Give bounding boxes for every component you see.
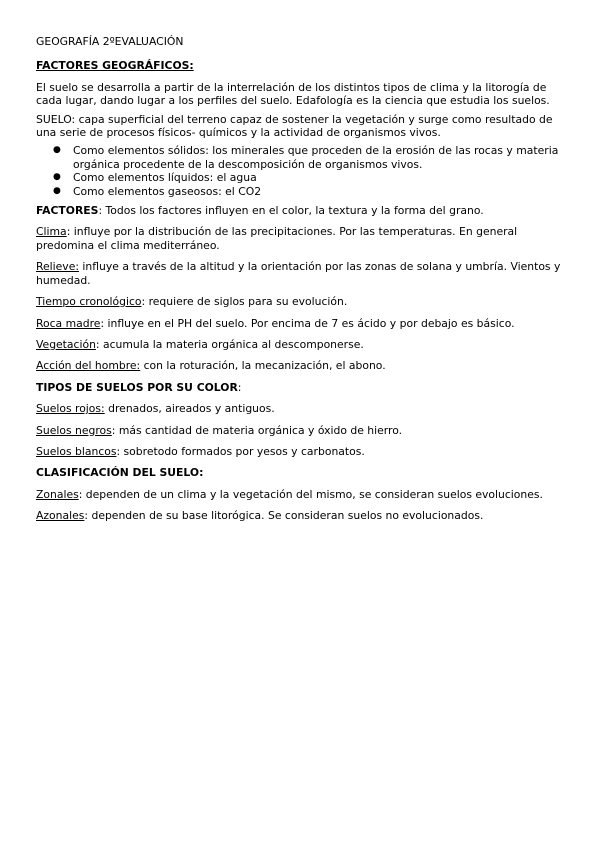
factor-text: : acumula la materia orgánica al descomponerse.: [95, 337, 364, 351]
factor-item-accion-hombre: [36, 359, 566, 372]
factores-label: FACTORES: [36, 204, 99, 218]
clasificacion-term: Azonales: [36, 509, 85, 523]
suelo-definition-paragraph: SUELO: capa superficial del terreno capaz de sostener la vegetación y surge como resultado de una serie de procesos físicos- químicos y la actividad de organismos vivos.: [36, 112, 553, 140]
factor-text: con la roturación, la mecanización, el abono.: [140, 359, 386, 373]
elements-bullet-list: [36, 144, 566, 198]
clasificacion-text: : dependen de su base litorógica. Se consideran suelos no evolucionados.: [84, 509, 484, 523]
tipos-colon: :: [237, 380, 242, 394]
tipo-item-negros: [36, 424, 566, 437]
bullet-item: [53, 144, 566, 171]
document-header: GEOGRAFÍA 2ºEVALUACIÓN: [36, 35, 184, 48]
factor-item-tiempo: [36, 295, 566, 308]
tipo-item-blancos: [36, 445, 566, 458]
tipo-text: drenados, aireados y antiguos.: [104, 402, 275, 416]
clasificacion-term: Zonales: [36, 487, 79, 501]
factor-term: Acción del hombre:: [36, 359, 141, 373]
document-page: [36, 35, 566, 531]
section-title-factores-geograficos: FACTORES GEOGRÁFICOS:: [36, 59, 194, 73]
tipo-term: Suelos negros: [36, 423, 112, 437]
tipo-item-rojos: [36, 402, 566, 415]
section-title-clasificacion: CLASIFICACIÓN DEL SUELO:: [36, 466, 204, 480]
bullet-item: [53, 171, 566, 185]
factor-item-roca-madre: [36, 317, 566, 330]
section-title-tipos-suelos: [36, 381, 566, 394]
factor-term: Tiempo cronológico: [36, 295, 142, 309]
factor-item-vegetacion: [36, 338, 566, 351]
bullet-item-text: Como elementos sólidos: los minerales que proceden de la erosión de las rocas y materia orgánica procedente de la descomposición de organismos vivos.: [73, 144, 559, 171]
clasificacion-item-zonales: [36, 488, 566, 501]
factores-paragraph: [36, 204, 566, 217]
tipo-text: : sobretodo formados por yesos y carbonatos.: [116, 444, 365, 458]
bullet-item-text: Como elementos líquidos: el agua: [73, 171, 257, 185]
tipo-term: Suelos rojos:: [36, 402, 105, 416]
factor-text: : requiere de siglos para su evolución.: [141, 295, 348, 309]
clasificacion-item-azonales: [36, 509, 566, 522]
factor-item-relieve: [36, 260, 566, 287]
bullet-icon: ●: [53, 172, 61, 183]
factor-text: : influye por la distribución de las precipitaciones. Por las temperaturas. En general predomina el clima mediterráneo.: [36, 225, 518, 252]
bullet-item: [53, 184, 566, 198]
bullet-icon: ●: [53, 145, 61, 156]
tipo-text: : más cantidad de materia orgánica y óxido de hierro.: [111, 423, 403, 437]
factor-text: influye a través de la altitud y la orientación por las zonas de solana y umbría. Vientos y humedad.: [36, 260, 561, 287]
tipo-term: Suelos blancos: [36, 444, 117, 458]
bullet-item-text: Como elementos gaseosos: el CO2: [73, 184, 262, 198]
clasificacion-text: : dependen de un clima y la vegetación del mismo, se consideran suelos evoluciones.: [78, 487, 543, 501]
factor-text: : influye en el PH del suelo. Por encima de 7 es ácido y por debajo es básico.: [100, 316, 515, 330]
factor-item-clima: [36, 225, 566, 252]
factor-term: Vegetación: [36, 337, 96, 351]
factores-text: : Todos los factores influyen en el color, la textura y la forma del grano.: [98, 204, 484, 218]
factor-term: Clima: [36, 225, 67, 239]
factor-term: Relieve:: [36, 260, 79, 274]
tipos-title: TIPOS DE SUELOS POR SU COLOR: [36, 380, 238, 394]
factor-term: Roca madre: [36, 316, 101, 330]
intro-paragraph: El suelo se desarrolla a partir de la interrelación de los distintos tipos de clima y la litorogía de cada lugar, dando lugar a los perfiles del suelo. Edafología es la ciencia que estudia los suelos.: [36, 80, 550, 108]
bullet-icon: ●: [53, 185, 61, 196]
